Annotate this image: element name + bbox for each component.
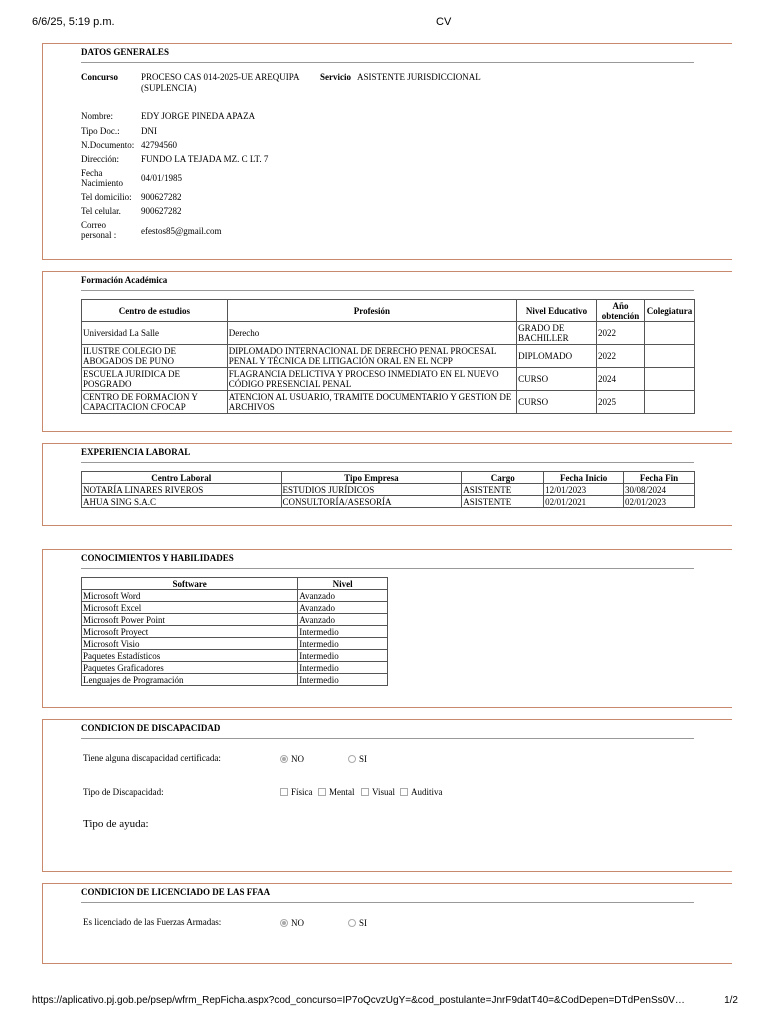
print-url: https://aplicativo.pj.gob.pe/psep/wfrm_RepFicha.aspx?cod_concurso=IP7oQcvzUgY=&cod_postulante=JnrF9datT40=&CodDepen=DTdPenSs0V… bbox=[32, 995, 685, 1006]
divider bbox=[81, 290, 694, 291]
tel-celular-value: 900627282 bbox=[141, 206, 182, 216]
discapacidad-no-option[interactable] bbox=[280, 754, 304, 764]
section-formacion-academica bbox=[42, 271, 732, 432]
table-cell: Paquetes Estadísticos bbox=[82, 650, 298, 662]
tipo-mental-checkbox[interactable] bbox=[318, 787, 355, 797]
table-cell bbox=[644, 345, 694, 368]
table-cell: ATENCION AL USUARIO, TRAMITE DOCUMENTARIO Y GESTION DE ARCHIVOS bbox=[227, 391, 516, 414]
section-licenciado bbox=[42, 883, 732, 964]
correo-value: efestos85@gmail.com bbox=[141, 226, 222, 236]
table-cell: Intermedio bbox=[298, 650, 388, 662]
section-experiencia-laboral bbox=[42, 443, 732, 526]
table-header-row bbox=[82, 578, 388, 590]
section-title: EXPERIENCIA LABORAL bbox=[81, 447, 191, 457]
discapacidad-certificada-label: Tiene alguna discapacidad certificada: bbox=[83, 753, 221, 763]
servicio-value: ASISTENTE JURISDICCIONAL bbox=[357, 72, 481, 82]
column-header: Cargo bbox=[462, 472, 544, 484]
tipo-discapacidad-label: Tipo de Discapacidad: bbox=[83, 787, 164, 797]
discapacidad-si-option[interactable] bbox=[348, 754, 367, 764]
direccion-label: Dirección: bbox=[81, 154, 119, 164]
table-cell: DIPLOMADO bbox=[517, 345, 597, 368]
checkbox-icon[interactable] bbox=[361, 788, 369, 796]
column-header: Nivel Educativo bbox=[517, 300, 597, 322]
table-cell: CENTRO DE FORMACION Y CAPACITACION CFOCAP bbox=[82, 391, 228, 414]
table-cell: Microsoft Visio bbox=[82, 638, 298, 650]
column-header: Centro Laboral bbox=[82, 472, 282, 484]
tel-celular-label: Tel celular. bbox=[81, 206, 121, 216]
page-number: 1/2 bbox=[724, 995, 738, 1006]
table-cell: Intermedio bbox=[298, 662, 388, 674]
section-discapacidad bbox=[42, 719, 732, 872]
table-cell: Universidad La Salle bbox=[82, 322, 228, 345]
section-title: Formación Académica bbox=[81, 275, 168, 285]
nombre-label: Nombre: bbox=[81, 111, 113, 121]
table-row bbox=[82, 391, 695, 414]
table-row bbox=[82, 368, 695, 391]
checkbox-label: Auditiva bbox=[411, 787, 443, 797]
documento-label: N.Documento: bbox=[81, 140, 135, 150]
table-cell: 2025 bbox=[597, 391, 645, 414]
table-cell bbox=[644, 368, 694, 391]
table-cell: Avanzado bbox=[298, 590, 388, 602]
table-cell: GRADO DE BACHILLER bbox=[517, 322, 597, 345]
table-cell: FLAGRANCIA DELICTIVA Y PROCESO INMEDIATO EN EL NUEVO CÓDIGO PRESENCIAL PENAL bbox=[227, 368, 516, 391]
tipo-doc-value: DNI bbox=[141, 126, 157, 136]
table-cell: Avanzado bbox=[298, 614, 388, 626]
table-cell: ESCUELA JURIDICA DE POSGRADO bbox=[82, 368, 228, 391]
table-cell: Intermedio bbox=[298, 626, 388, 638]
divider bbox=[81, 62, 694, 63]
fecha-nacimiento-label: Fecha Nacimiento bbox=[81, 168, 123, 188]
column-header: Centro de estudios bbox=[82, 300, 228, 322]
servicio-label: Servicio bbox=[320, 72, 351, 82]
print-title: CV bbox=[436, 16, 452, 28]
table-cell bbox=[644, 322, 694, 345]
table-cell: CONSULTORÍA/ASESORÍA bbox=[281, 496, 462, 508]
table-cell: Microsoft Proyect bbox=[82, 626, 298, 638]
table-cell: Lenguajes de Programación bbox=[82, 674, 298, 686]
divider bbox=[81, 462, 694, 463]
table-cell: Intermedio bbox=[298, 638, 388, 650]
concurso-value-2: (SUPLENCIA) bbox=[141, 83, 197, 93]
fecha-nacimiento-value: 04/01/1985 bbox=[141, 173, 183, 183]
table-cell: 02/01/2021 bbox=[544, 496, 624, 508]
table-cell: NOTARÍA LINARES RIVEROS bbox=[82, 484, 282, 496]
table-row bbox=[82, 614, 388, 626]
table-cell: Intermedio bbox=[298, 674, 388, 686]
option-label: SI bbox=[359, 918, 368, 928]
section-title: DATOS GENERALES bbox=[81, 47, 169, 57]
table-row bbox=[82, 322, 695, 345]
table-row bbox=[82, 662, 388, 674]
tipo-fisica-checkbox[interactable] bbox=[280, 787, 313, 797]
concurso-label: Concurso bbox=[81, 72, 119, 82]
column-header: Colegiatura bbox=[644, 300, 694, 322]
table-row bbox=[82, 484, 695, 496]
table-cell: DIPLOMADO INTERNACIONAL DE DERECHO PENAL PROCESAL PENAL Y TÉCNICA DE LITIGACIÓN ORAL EN EL NCPP bbox=[227, 345, 516, 368]
table-cell: Microsoft Word bbox=[82, 590, 298, 602]
radio-icon[interactable] bbox=[348, 919, 356, 927]
section-title: CONDICION DE LICENCIADO DE LAS FFAA bbox=[81, 887, 271, 897]
table-cell bbox=[644, 391, 694, 414]
nombre-value: EDY JORGE PINEDA APAZA bbox=[141, 111, 256, 121]
conocimientos-table bbox=[81, 577, 388, 686]
table-cell: 2022 bbox=[597, 322, 645, 345]
divider bbox=[81, 902, 694, 903]
table-cell: ASISTENTE bbox=[462, 484, 544, 496]
tel-domicilio-label: Tel domicilio: bbox=[81, 192, 132, 202]
table-header-row bbox=[82, 300, 695, 322]
table-cell: Microsoft Power Point bbox=[82, 614, 298, 626]
licenciado-no-option[interactable] bbox=[280, 918, 304, 928]
table-cell: Paquetes Graficadores bbox=[82, 662, 298, 674]
option-label: SI bbox=[359, 754, 368, 764]
formacion-table bbox=[81, 299, 695, 414]
tipo-ayuda-label: Tipo de ayuda: bbox=[83, 818, 149, 830]
table-cell: CURSO bbox=[517, 391, 597, 414]
column-header: Tipo Empresa bbox=[281, 472, 462, 484]
table-cell: ASISTENTE bbox=[462, 496, 544, 508]
column-header: Año obtención bbox=[597, 300, 645, 322]
checkbox-label: Física bbox=[291, 787, 313, 797]
table-row bbox=[82, 626, 388, 638]
checkbox-icon[interactable] bbox=[318, 788, 326, 796]
radio-selected-icon[interactable] bbox=[280, 919, 288, 927]
table-cell: Derecho bbox=[227, 322, 516, 345]
table-cell: 02/01/2023 bbox=[624, 496, 695, 508]
column-header: Profesión bbox=[227, 300, 516, 322]
divider bbox=[81, 568, 694, 569]
table-cell: CURSO bbox=[517, 368, 597, 391]
option-label: NO bbox=[291, 918, 304, 928]
table-row bbox=[82, 345, 695, 368]
concurso-value: PROCESO CAS 014-2025-UE AREQUIPA bbox=[141, 72, 300, 82]
correo-label: Correo personal : bbox=[81, 220, 117, 240]
section-title: CONDICION DE DISCAPACIDAD bbox=[81, 723, 221, 733]
table-cell: 30/08/2024 bbox=[624, 484, 695, 496]
column-header: Fecha Fin bbox=[624, 472, 695, 484]
table-cell: Microsoft Excel bbox=[82, 602, 298, 614]
section-title: CONOCIMIENTOS Y HABILIDADES bbox=[81, 553, 234, 563]
documento-value: 42794560 bbox=[141, 140, 177, 150]
tipo-visual-checkbox[interactable] bbox=[361, 787, 395, 797]
table-row bbox=[82, 590, 388, 602]
column-header: Software bbox=[82, 578, 298, 590]
tel-domicilio-value: 900627282 bbox=[141, 192, 182, 202]
table-row bbox=[82, 674, 388, 686]
option-label: NO bbox=[291, 754, 304, 764]
table-row bbox=[82, 638, 388, 650]
table-row bbox=[82, 602, 388, 614]
checkbox-icon[interactable] bbox=[400, 788, 408, 796]
table-cell: Avanzado bbox=[298, 602, 388, 614]
checkbox-label: Mental bbox=[329, 787, 355, 797]
direccion-value: FUNDO LA TEJADA MZ. C LT. 7 bbox=[141, 154, 269, 164]
column-header: Nivel bbox=[298, 578, 388, 590]
table-cell: 2024 bbox=[597, 368, 645, 391]
table-row bbox=[82, 496, 695, 508]
table-row bbox=[82, 650, 388, 662]
table-cell: ILUSTRE COLEGIO DE ABOGADOS DE PUNO bbox=[82, 345, 228, 368]
table-cell: AHUA SING S.A.C bbox=[82, 496, 282, 508]
experiencia-table bbox=[81, 471, 695, 508]
column-header: Fecha Inicio bbox=[544, 472, 624, 484]
section-conocimientos bbox=[42, 549, 732, 708]
tipo-doc-label: Tipo Doc.: bbox=[81, 126, 120, 136]
licenciado-label: Es licenciado de las Fuerzas Armadas: bbox=[83, 917, 222, 927]
radio-icon[interactable] bbox=[348, 755, 356, 763]
section-datos-generales bbox=[42, 43, 732, 260]
divider bbox=[81, 738, 694, 739]
table-cell: ESTUDIOS JURÍDICOS bbox=[281, 484, 462, 496]
table-header-row bbox=[82, 472, 695, 484]
tipo-auditiva-checkbox[interactable] bbox=[400, 787, 443, 797]
licenciado-si-option[interactable] bbox=[348, 918, 367, 928]
table-cell: 2022 bbox=[597, 345, 645, 368]
table-cell: 12/01/2023 bbox=[544, 484, 624, 496]
radio-selected-icon[interactable] bbox=[280, 755, 288, 763]
print-date: 6/6/25, 5:19 p.m. bbox=[32, 16, 115, 28]
checkbox-label: Visual bbox=[372, 787, 395, 797]
checkbox-icon[interactable] bbox=[280, 788, 288, 796]
